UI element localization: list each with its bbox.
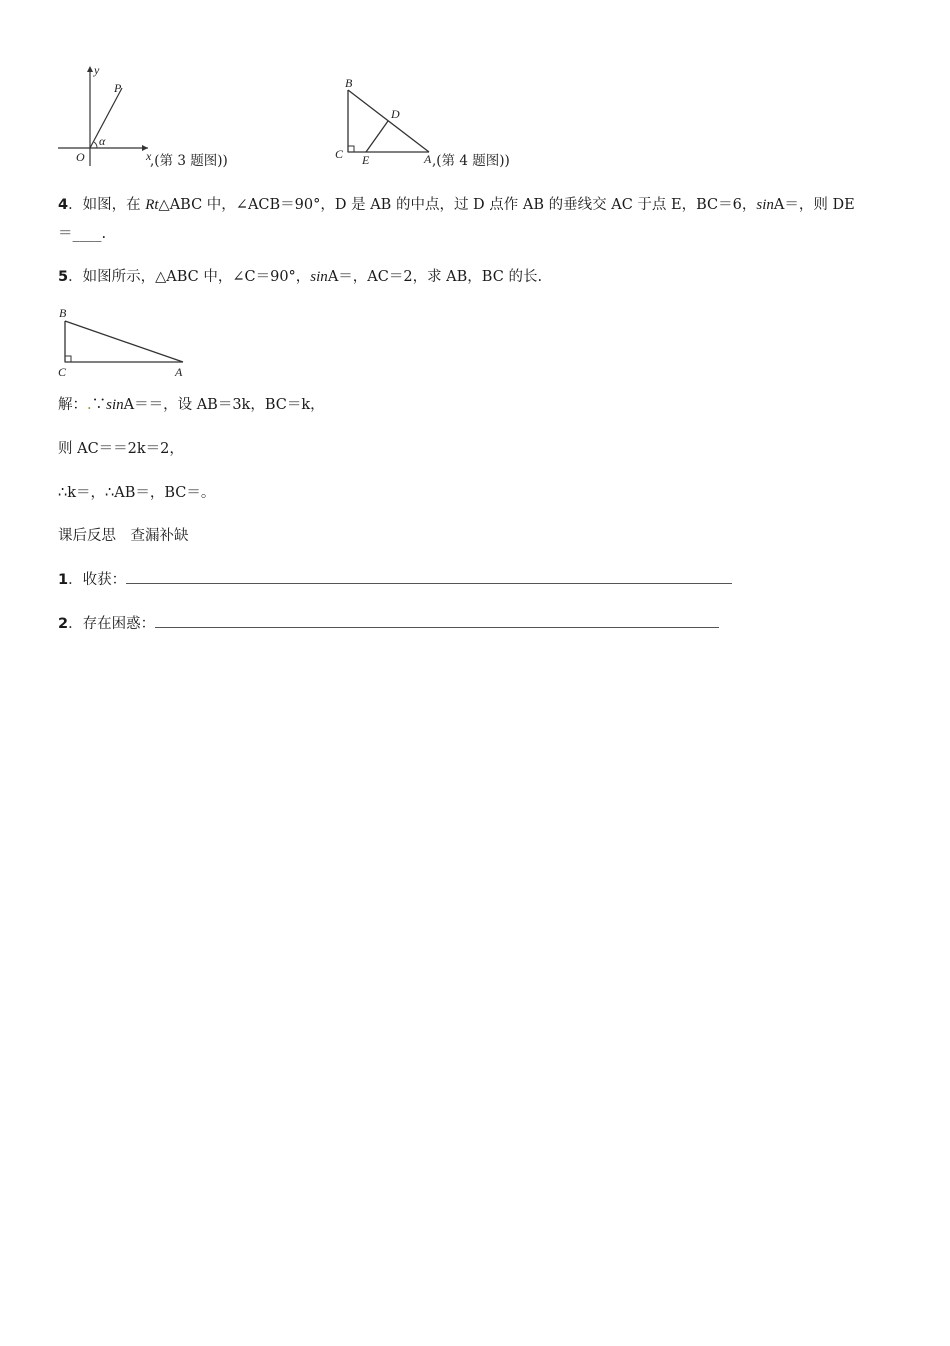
question-4-line-1: 4．如图，在 Rt△ABC 中，∠ACB＝90°，D 是 AB 的中点，过 D 点作 AB 的垂线交 AC 于点 E，BC＝6，sinA＝，则 DE (58, 197, 855, 213)
fig3-label-o: O (76, 150, 85, 164)
figure-5-diagram (52, 304, 192, 380)
solution-line-1: 解：.∵sinA＝＝，设 AB＝3k，BC＝k， (58, 397, 325, 413)
figure-4-caption: ,(第 4 题图)) (432, 153, 510, 169)
question-5-line: 5．如图所示，△ABC 中，∠C＝90°，sinA＝，AC＝2，求 AB，BC 的长. (58, 269, 543, 285)
reflection-item-2: 2．存在困惑： (58, 612, 719, 633)
harvest-answer-line[interactable] (126, 569, 732, 584)
figure-4-diagram (332, 74, 442, 172)
figure-3-diagram (52, 62, 162, 172)
question-5-number: 5 (58, 269, 69, 285)
confusion-answer-line[interactable] (155, 613, 719, 628)
fig4-label-a: A (424, 152, 432, 166)
figure-3-caption: ,(第 3 题图)) (150, 153, 228, 169)
fig4-label-c: C (335, 147, 344, 161)
reflection-item-1: 1．收获： (58, 568, 732, 589)
solution-line-3: ∴k＝，∴AB＝，BC＝。 (58, 485, 216, 501)
fig3-label-y: y (94, 63, 100, 77)
fig3-label-p: P (114, 81, 122, 95)
fig3-label-x: x (146, 149, 152, 163)
fig5-label-b: B (59, 306, 67, 320)
sin-italic: sin (106, 397, 124, 413)
fig5-label-c: C (58, 365, 67, 379)
fig4-label-d: D (391, 107, 400, 121)
reflection-title: 课后反思 查漏补缺 (58, 528, 189, 544)
sin-italic: sin (756, 197, 774, 213)
fig5-label-a: A (175, 365, 183, 379)
question-4-number: 4 (58, 197, 69, 213)
sin-italic: sin (310, 269, 328, 285)
fig4-label-e: E (362, 153, 370, 167)
fig3-label-alpha: α (99, 134, 106, 148)
question-4-line-2: ＝____. (58, 226, 107, 242)
fig4-label-b: B (345, 76, 353, 90)
solution-line-2: 则 AC＝＝2k＝2， (58, 441, 184, 457)
rt-italic: Rt (145, 197, 159, 213)
